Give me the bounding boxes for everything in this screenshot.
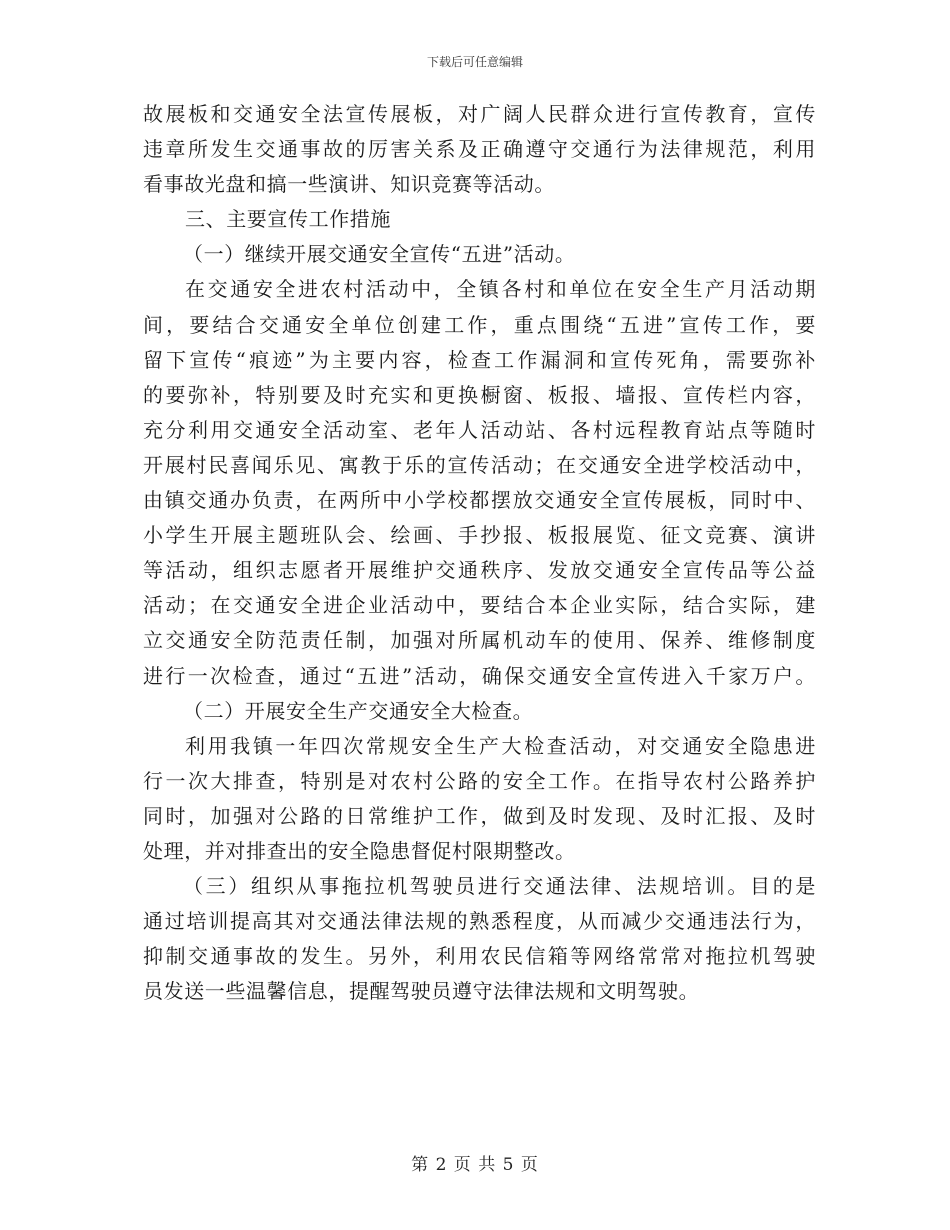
subsection-heading: （三）组织从事拖拉机驾驶员进行交通法律、法规培训。目的是 [183,874,816,899]
text-line: 违章所发生交通事故的厉害关系及正确遵守交通行为法律规范，利用 [143,137,816,162]
text-line: 立交通安全防范责任制，加强对所属机动车的使用、保养、维修制度 [143,628,816,653]
text-line: 小学生开展主题班队会、绘画、手抄报、板报展览、征文竞赛、演讲 [143,523,816,548]
text-line: 通过培训提高其对交通法律法规的熟悉程度，从而减少交通违法行为， [143,909,816,934]
text-line: 同时，加强对公路的日常维护工作，做到及时发现、及时汇报、及时 [143,803,816,828]
text-line: 进行一次检查，通过“五进”活动，确保交通安全宣传进入千家万户。 [143,663,816,688]
text-line: 的要弥补，特别要及时充实和更换橱窗、板报、墙报、宣传栏内容， [143,382,816,407]
text-line: 在交通安全进农村活动中，全镇各村和单位在安全生产月活动期 [185,277,816,302]
document-body [143,97,816,1009]
text-line: 开展村民喜闻乐见、寓教于乐的宣传活动；在交通安全进学校活动中， [143,452,816,477]
text-line: 行一次大排查，特别是对农村公路的安全工作。在指导农村公路养护 [143,768,816,793]
text-line: 员发送一些温馨信息，提醒驾驶员遵守法律法规和文明驾驶。 [143,979,700,1004]
page-header: 下载后可任意编辑 [426,55,523,69]
page-number: 第 2 页 共 5 页 [411,1155,539,1175]
text-line: 故展板和交通安全法宣传展板，对广阔人民群众进行宣传教育，宣传 [143,102,816,126]
section-heading: 三、主要宣传工作措施 [185,207,391,232]
subsection-heading: （二）开展安全生产交通安全大检查。 [183,698,534,723]
subsection-heading: （一）继续开展交通安全宣传“五进”活动。 [183,242,576,267]
text-line: 利用我镇一年四次常规安全生产大检查活动，对交通安全隐患进 [185,733,816,758]
text-line: 由镇交通办负责，在两所中小学校都摆放交通安全宣传展板，同时中、 [143,488,816,513]
text-line: 充分利用交通安全活动室、老年人活动站、各村远程教育站点等随时 [143,417,816,442]
text-line: 处理，并对排查出的安全隐患督促村限期整改。 [143,838,576,863]
text-line: 抑制交通事故的发生。另外，利用农民信箱等网络常常对拖拉机驾驶 [143,944,816,969]
text-line: 间，要结合交通安全单位创建工作，重点围绕“五进”宣传工作，要 [143,312,816,337]
text-line: 等活动，组织志愿者开展维护交通秩序、发放交通安全宣传品等公益 [143,558,816,583]
text-line: 留下宣传“痕迹”为主要内容，检查工作漏洞和宣传死角，需要弥补 [143,347,816,372]
text-line: 看事故光盘和搞一些演讲、知识竞赛等活动。 [143,172,555,197]
text-line: 活动；在交通安全进企业活动中，要结合本企业实际，结合实际，建 [143,593,816,618]
